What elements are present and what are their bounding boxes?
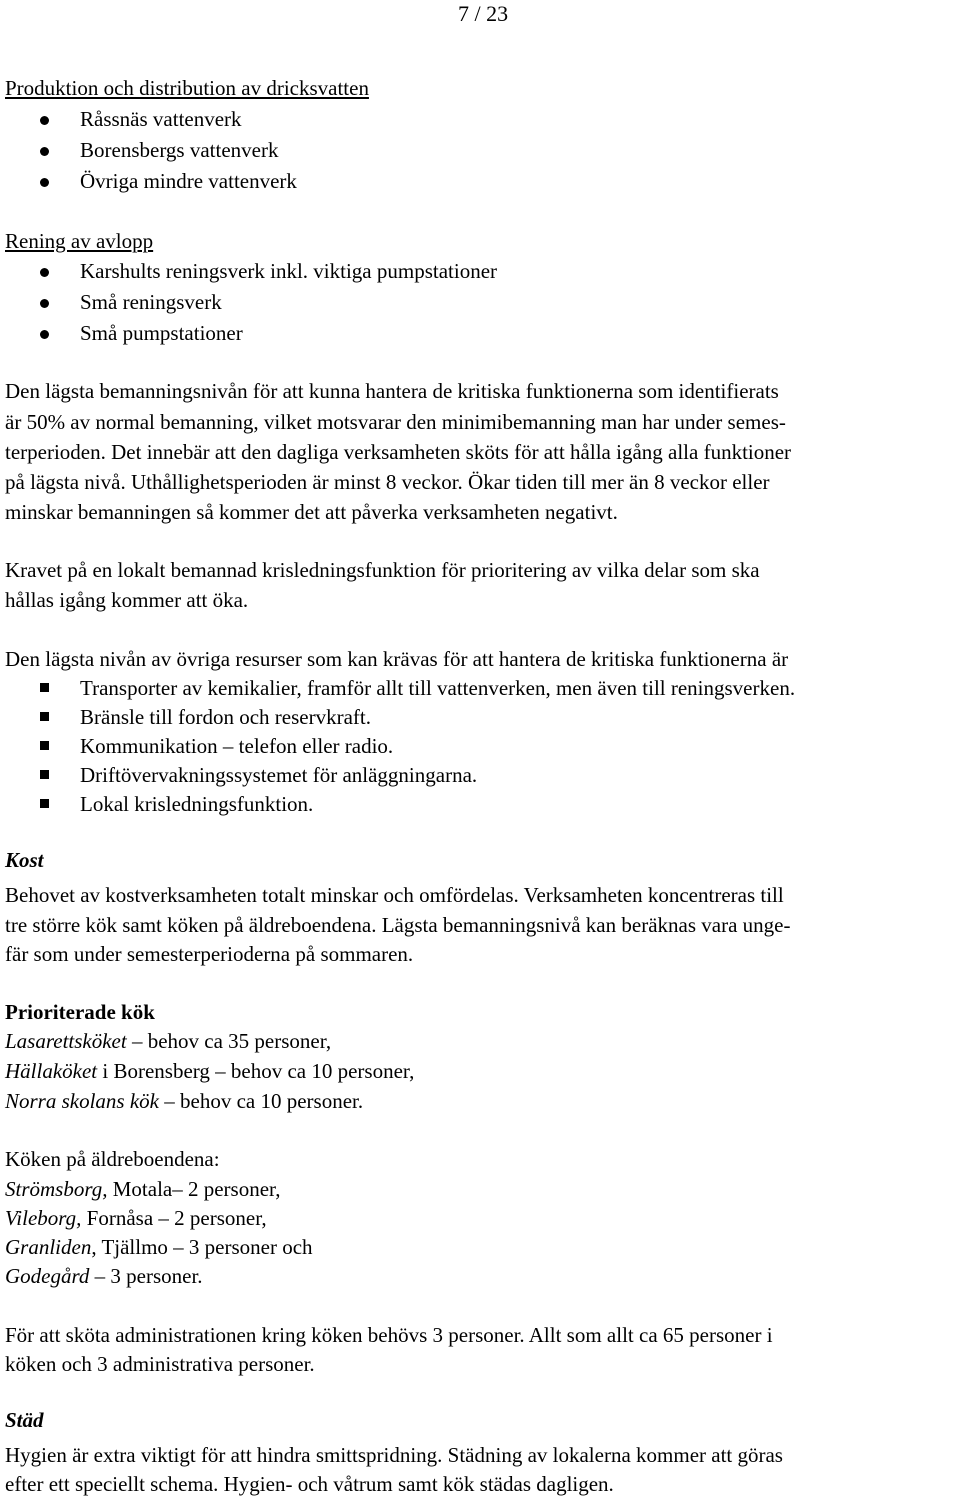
paragraph-line: Den lägsta bemanningsnivån för att kunna hantera de kritiska funktionerna som identifierats	[5, 379, 779, 403]
stad-heading: Städ	[5, 1408, 44, 1432]
elderly-kitchens-heading: Köken på äldreboendena:	[5, 1147, 220, 1171]
kitchen-line: Godegård – 3 personer.	[5, 1264, 203, 1288]
square-bullet-icon	[40, 770, 49, 779]
kitchen-line: Hällaköket i Borensberg – behov ca 10 personer,	[5, 1059, 415, 1083]
page-number: 7 / 23	[458, 1, 509, 26]
paragraph-line: För att sköta administrationen kring köken behövs 3 personer. Allt som allt ca 65 personer i	[5, 1323, 773, 1347]
priority-kitchens-heading: Prioriterade kök	[5, 1000, 155, 1024]
paragraph-line: Kravet på en lokalt bemannad krisledningsfunktion för prioritering av vilka delar som ska	[5, 558, 760, 582]
paragraph-line: är 50% av normal bemanning, vilket motsvarar den minimibemanning man har under semes-	[5, 410, 786, 434]
square-bullet-icon	[40, 741, 49, 750]
paragraph-line: fär som under semesterperioderna på sommaren.	[5, 942, 414, 966]
kitchen-line: Vileborg, Fornåsa – 2 personer,	[5, 1206, 267, 1230]
bullet-icon	[40, 147, 49, 156]
paragraph-line: minskar bemanningen så kommer det att påverka verksamheten negativt.	[5, 500, 618, 524]
paragraph-line: hållas igång kommer att öka.	[5, 588, 249, 612]
square-bullet-icon	[40, 799, 49, 808]
square-bullet-icon	[40, 683, 49, 692]
kitchen-line: Granliden, Tjällmo – 3 personer och	[5, 1235, 313, 1259]
bullet-icon	[40, 268, 49, 277]
bullet-icon	[40, 299, 49, 308]
kost-heading: Kost	[5, 848, 44, 872]
square-bullet-icon	[40, 712, 49, 721]
paragraph-line: köken och 3 administrativa personer.	[5, 1352, 315, 1376]
resources-intro: Den lägsta nivån av övriga resurser som kan krävas för att hantera de kritiska funktionerna är	[5, 647, 789, 671]
kitchen-line: Lasarettsköket – behov ca 35 personer,	[5, 1029, 332, 1053]
bullet-icon	[40, 178, 49, 187]
drinking-water-heading: Produktion och distribution av dricksvatten	[5, 76, 369, 100]
kitchen-line: Norra skolans kök – behov ca 10 personer.	[5, 1089, 364, 1113]
paragraph-line: Behovet av kostverksamheten totalt minskar och omfördelas. Verksamheten koncentreras till	[5, 883, 784, 907]
paragraph-line: Hygien är extra viktigt för att hindra smittspridning. Städning av lokalerna kommer att göras	[5, 1443, 783, 1467]
paragraph-line: tre större kök samt köken på äldreboendena. Lägsta bemanningsnivå kan beräknas vara unge-	[5, 913, 791, 937]
bullet-icon	[40, 116, 49, 125]
sewage-heading: Rening av avlopp	[5, 229, 154, 253]
paragraph-line: terperioden. Det innebär att den dagliga verksamheten sköts för att hålla igång alla funktioner	[5, 440, 792, 464]
kitchen-line: Strömsborg, Motala– 2 personer,	[5, 1177, 281, 1201]
bullet-icon	[40, 330, 49, 339]
paragraph-line: på lägsta nivå. Uthållighetsperioden är minst 8 veckor. Ökar tiden till mer än 8 veckor eller	[5, 470, 770, 494]
paragraph-line: efter ett speciellt schema. Hygien- och våtrum samt kök städas dagligen.	[5, 1472, 614, 1496]
